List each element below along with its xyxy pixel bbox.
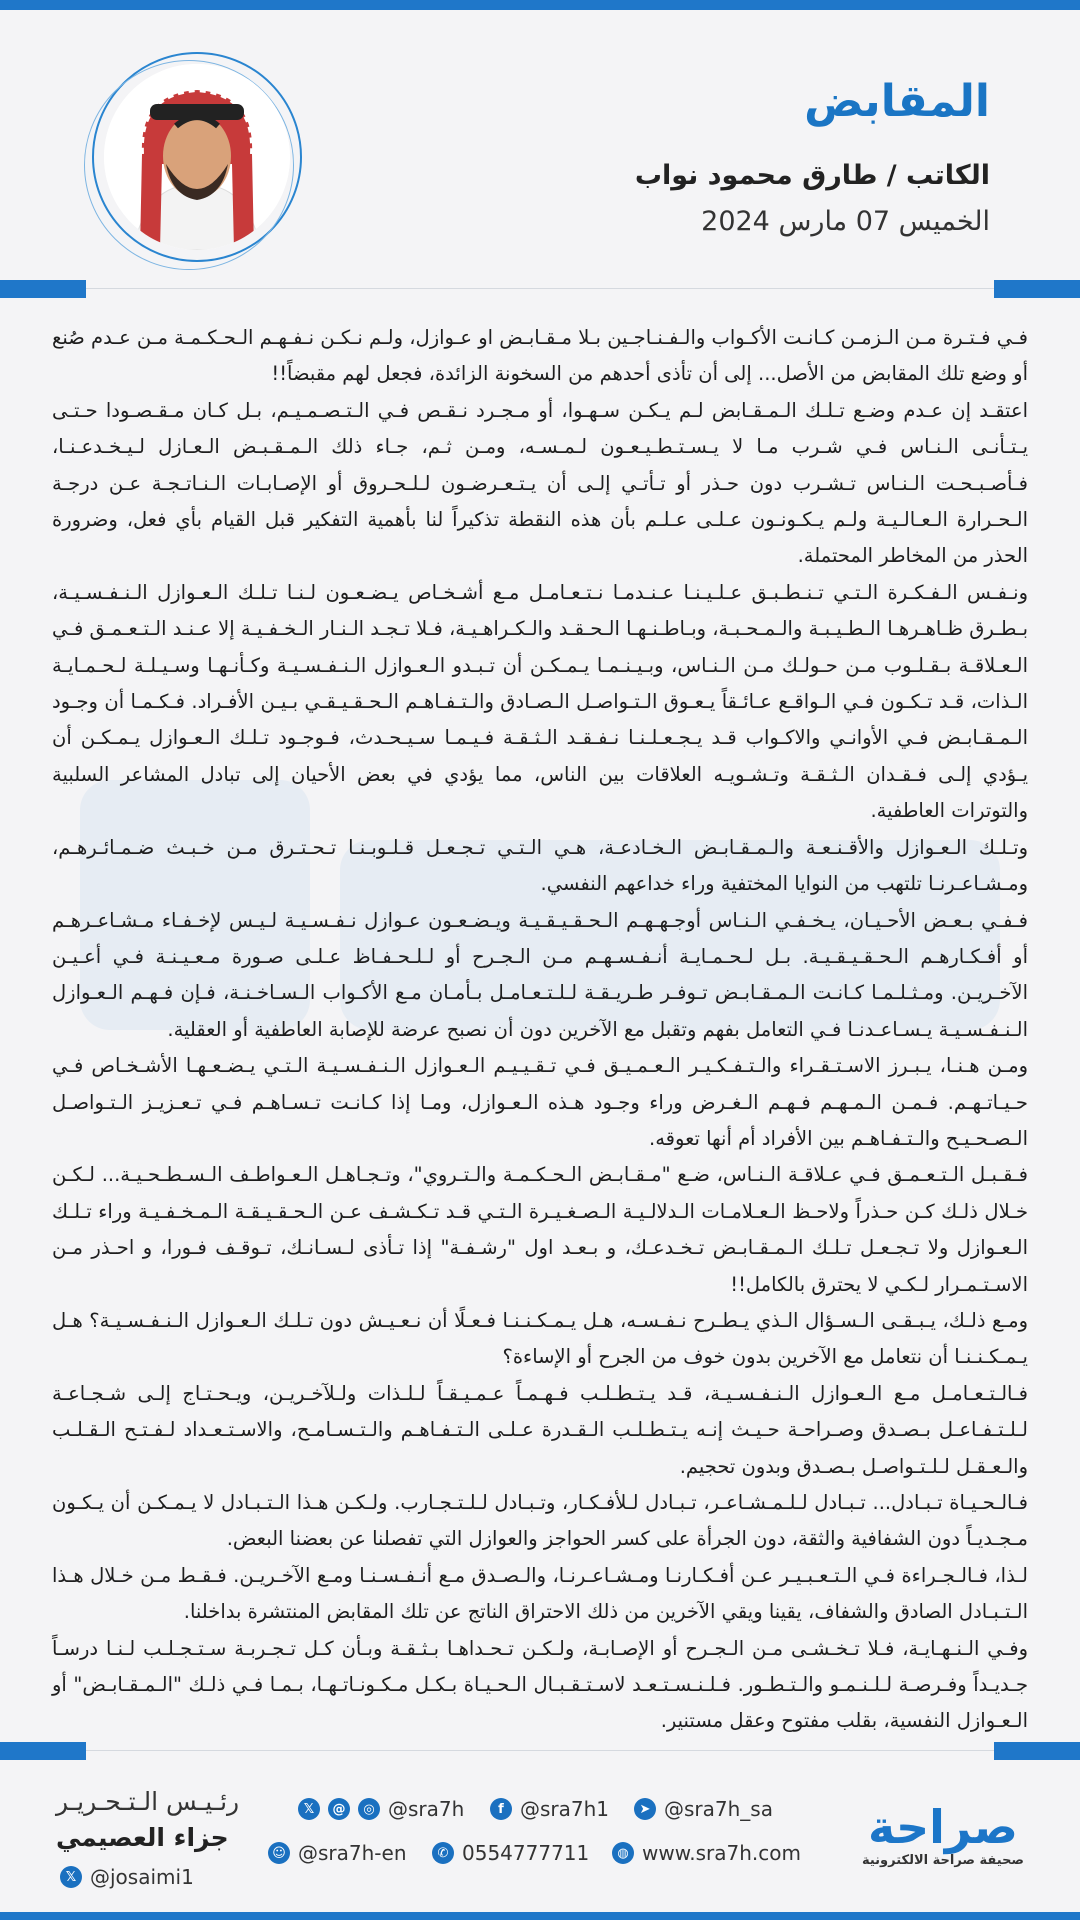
- whatsapp-icon: ✆: [432, 1842, 454, 1864]
- author-line: الكاتب / طارق محمود نواب: [634, 160, 990, 191]
- article-paragraph: لـذا، فـالـجـراءة فـي الـتـعـبـيـر عـن أفـكـارنـا ومـشـاعـرنـا، والـصـدق مـع أنـفـسـنـا ومـع الآخـريـن. فـقـط مـن خـلال هـذا الـتـبـادل الصادق والشفاف، يقينا ويقي الآخرين من ذلك الاحتراق الناتج عن تلك المقابض المنتشرة بداخلنا.: [52, 1563, 1028, 1624]
- x-icon: 𝕏: [298, 1798, 320, 1820]
- editor-social[interactable]: [60, 1865, 194, 1889]
- telegram-icon: ➤: [634, 1798, 656, 1820]
- social-snapchat[interactable]: [268, 1841, 407, 1865]
- article-paragraph: فـالـتـعـامـل مـع الـعـوازل الـنـفـسـيـة، قـد يـتـطـلـب فـهـمـاً عـمـيـقـاً لـلـذات ولـلآخـريـن، ويـحـتـاج إلـى شـجـاعـة لـلـتـفـاعـل بـصـدق وصـراحـة حـيـث إنـه يـتـطـلـب الـقـدرة عـلـى الـتـفـاهـم والـتـسـامـح، والاسـتـعـداد لـفـتـح الـقـلـب والـعـقـل لـلـتـواصـل بـصـدق وبدون تحجيم.: [52, 1381, 1028, 1478]
- snapchat-icon: ☺: [268, 1842, 290, 1864]
- article-paragraph: وتـلـك الـعـوازل والأقـنـعـة والـمـقـابـض الـخـادعـة، هـي الـتـي تـجـعـل قـلـوبـنـا تـحـتـرق مـن خـبـث ضـمـائـرهـم، ومـشـاعـرنـا تلتهب من النوايا المختفية وراء خداعهم النفسي.: [52, 835, 1028, 896]
- article-paragraph: فـي فـتـرة مـن الـزمـن كـانـت الأكـواب والـفـنـاجـين بـلا مـقـابـض او عـوازل، ولـم نـكـن نـفـهـم الـحـكـمـة مـن عـدم صُنع أو وضع تلك المقابض من الأصل... إلى أن تأذى أحدهم من السخونة الزائدة، فجعل لهم مقبضاً!!: [52, 326, 1028, 386]
- logo-subtitle: صحيفة صراحة الالكترونية: [861, 1853, 1024, 1868]
- editor-title: رئـيـس الـتـحـريـر: [56, 1787, 240, 1816]
- footer-divider: [0, 1742, 1080, 1760]
- author-avatar-icon: [104, 64, 290, 250]
- editor-name: جزاء العصيمي: [56, 1823, 229, 1852]
- page-footer: [0, 1775, 1080, 1905]
- social-facebook[interactable]: [490, 1797, 609, 1821]
- facebook-icon: f: [490, 1798, 512, 1820]
- social-telegram[interactable]: [634, 1797, 773, 1821]
- bottom-accent-bar: [0, 1912, 1080, 1920]
- social-handle-telegram: @sra7h_sa: [664, 1797, 773, 1821]
- social-handle-main: @sra7h: [388, 1797, 465, 1821]
- x-icon: 𝕏: [60, 1866, 82, 1888]
- article-paragraph: فـفـي بـعـض الأحـيـان، يـخـفـي الـنـاس أوجـهـهـم الـحـقـيـقـيـة ويـضـعـون عـوازل نـفـسـيـة لـيـس لإخـفـاء مـشـاعـرهـم أو أفـكـارهـم الـحـقـيـقـيـة. بـل لـحـمـايـة أنـفـسـهـم مـن الـجـرح أو لـلـحـفـاظ عـلـى صـورة مـعـيـنـة فـي أعـيـن الآخـريـن. ومـثـلـمـا كـانـت الـمـقـابـض تـوفـر طـريـقـة لـلـتـعـامـل بـأمـان مـع الأكـواب الـسـاخـنـة، فـإن فـهـم الـعـوازل الـنـفـسـيـة يـسـاعـدنـا فـي التعامل بفهم وتقبل مع الآخرين دون أن نصبح عرضة للإصابة العاطفية أو العقلية.: [52, 908, 1028, 1041]
- article-paragraph: ونـفـس الـفـكـرة الـتـي تـنـطـبـق عـلـيـنـا عـنـدمـا نـتـعـامـل مـع أشـخـاص يـضـعـون لـنـا تـلـك الـعـوازل الـنـفـسـيـة، بـطـرق ظـاهـرهـا الـطـيـبـة والـمـحـبـة، وبـاطـنـهـا الـحـقـد والـكـراهـيـة، فـلا تـجـد الـنـار الـخـفـيـة إلا عـنـد الـتـعـمـق فـي الـعـلاقـة بـقـلـوب مـن حـولـك مـن الـنـاس، وبـيـنـمـا يـمـكـن أن تـبـدو الـعـوازل الـنـفـسـيـة وكـأنـهـا وسـيـلـة لـحـمـايـة الـذات، قـد تـكـون فـي الـواقـع عـائـقاً يـعـوق الـتـواصـل الـصـادق والـتـفـاهـم الـحـقـيـقـي بـيـن الأفـراد. فـكـمـا أن وجـود الـمـقـابـض فـي الأوانـي والاكـواب قـد يـجـعـلـنـا نـفـقـد الـثـقـة فـيـمـا سـيـحـدث، فـوجـود تـلـك الـعـوازل يـمـكـن أن يـؤدي إلـى فـقـدان الـثـقـة وتـشـويـه العلاقات بين الناس، مما يؤدي في بعض الأحيان إلى تبادل المشاعر السلبية والتوترات العاطفية.: [52, 580, 1028, 823]
- top-accent-bar: [0, 0, 1080, 10]
- article-paragraph: فـقـبـل الـتـعـمـق فـي عـلاقـة الـنـاس، ضـع "مـقـابـض الـحـكـمـة والـتـروي"، وتـجـاهـل الـعـواطـف الـسـطـحـيـة... لـكـن خـلال ذلـك كـن حـذراً ولاحـظ الـعـلامـات الـدلالـيـة الـصـغـيـرة الـتـي قـد تـكـشـف عـن الـحـقـيـقـة الـمـخـفـيـة وراء تـلـك الـعـوازل ولا تـجـعـل تـلـك الـمـقـابـض تـخـدعـك، و بـعـد اول "رشـفـة" إذا تـأذى لـسـانـك، تـوقـف فـورا، و احـذر مـن الاسـتـمـرار لـكـي لا يحترق بالكامل!!: [52, 1163, 1028, 1296]
- website-link: www.sra7h.com: [642, 1841, 801, 1865]
- article-header: [0, 10, 1080, 280]
- contact-phone: 0554777711: [462, 1841, 590, 1865]
- article-paragraph: ومـن هـنـا، يـبـرز الاسـتـقـراء والـتـفـكـيـر الـعـمـيـق فـي تـقـيـيـم الـعـوازل الـنـفـسـيـة الـتـي يـضـعـهـا الأشـخـاص فـي حـيـاتـهـم. فـمـن الـمـهـم فـهـم الـغـرض وراء وجـود هـذه الـعـوازل، ومـا إذا كـانـت تـسـاهـم فـي تـعـزيـز الـتـواصـل الـصـحـيـح والـتـفـاهـم بين الأفراد أم أنها تعوقه.: [52, 1054, 1028, 1150]
- article-paragraph: فـالـحـيـاة تـبـادل... تـبـادل لـلـمـشـاعـر، تـبـادل لـلأفـكـار، وتـبـادل لـلـتـجـارب. ولـكـن هـذا الـتـبـادل لا يـمـكـن أن يـكـون مـجـديـاً دون الشفافية والثقة، دون الجرأة على كسر الحواجز والعوازل التي تفصلنا عن بعضنا البعض.: [52, 1491, 1028, 1551]
- social-main[interactable]: [298, 1797, 464, 1821]
- globe-icon: ◍: [612, 1842, 634, 1864]
- article-paragraph: وفـي الـنـهـايـة، فـلا تـخـشـى مـن الـجـرح أو الإصـابـة، ولـكـن تـحـداهـا بـثـقـة وبـأن كـل تـجـربـة سـتـجـلـب لـنـا درسـاً جـديـداً وفـرصـة لـلـنـمـو والـتـطـور. فـلـنـسـتـعـد لاسـتـقـبـال الـحـيـاة بـكـل مـكـونـاتـهـا، بـمـا فـي ذلـك "الـمـقـابـض" أو الـعـوازل النفسية، بقلب مفتوح وعقل مستنير.: [52, 1636, 1028, 1733]
- social-handle-snapchat: @sra7h-en: [298, 1841, 407, 1865]
- publish-date: الخميس 07 مارس 2024: [701, 206, 990, 237]
- brand-logo: [862, 1801, 1024, 1868]
- header-divider: [0, 280, 1080, 298]
- social-whatsapp[interactable]: [432, 1841, 589, 1865]
- instagram-icon: ◎: [358, 1798, 380, 1820]
- article-body: [52, 320, 1028, 1740]
- logo-wordmark: صراحة: [868, 1800, 1018, 1854]
- article-title: المقابض: [804, 76, 990, 127]
- article-paragraph: ومـع ذلـك، يـبـقـى الـسـؤال الـذي يـطـرح نـفـسـه، هـل يـمـكـنـنـا فـعـلًا أن نـعـيـش دون تـلـك الـعـوازل الـنـفـسـيـة؟ هـل يـمـكـنـنـا أن نتعامل مع الآخرين بدون خوف من الجرح أو الإساءة؟: [52, 1308, 1028, 1369]
- social-website[interactable]: [612, 1841, 801, 1865]
- threads-icon: @: [328, 1798, 350, 1820]
- editor-handle: @josaimi1: [90, 1865, 194, 1889]
- author-photo: [104, 64, 290, 250]
- article-paragraph: اعتقـد إن عـدم وضـع تـلـك الـمـقـابض لـم يـكـن سـهـوا، أو مـجـرد نـقـص فـي الـتـصـمـيـم، بـل كـان مـقـصـودا حـتـى يـتـأنـى الـنـاس فـي شـرب مـا لا يـسـتـطـيـعـون لـمـسـه، ومـن ثـم، جـاء ذلك الـمـقـبـض الـعـازل لـيـخـدعـنـا، فـأصـبـحـت الـنـاس تـشـرب دون حـذر أو تـأتـي إلـى أن يـتـعـرضـون لـلـحـروق أو الإصـابـات الـنـاتـجـة عـن درجـة الـحـرارة الـعـالـيـة ولـم يـكـونـون عـلـى عـلـم بأن هذه النقطة تذكيراً لنا بأهمية التفكير قبل القيام بأي فعل، وضرورة الحذر من المخاطر المحتملة.: [52, 398, 1028, 568]
- social-handle-facebook: @sra7h1: [520, 1797, 610, 1821]
